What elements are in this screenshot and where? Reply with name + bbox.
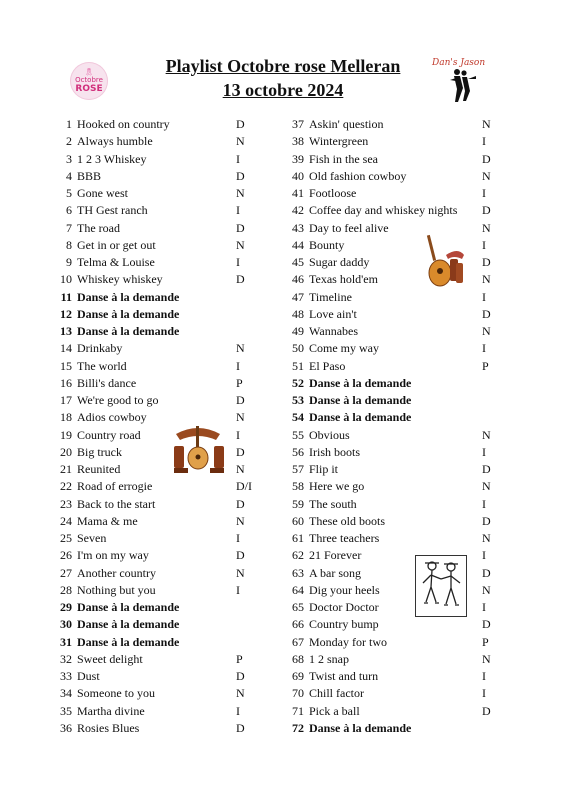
level-code: I	[236, 582, 240, 597]
playlist-row	[288, 461, 498, 478]
track-number: 42	[292, 203, 304, 218]
playlist-row	[56, 634, 261, 651]
track-number: 64	[292, 582, 304, 597]
playlist-row	[56, 513, 261, 530]
playlist-row	[288, 513, 498, 530]
track-name: Danse à la demande	[77, 289, 180, 304]
track-number: 12	[60, 306, 72, 321]
playlist-row	[56, 116, 261, 133]
level-code: I	[236, 151, 240, 166]
track-number: 26	[60, 548, 72, 563]
level-code: I	[482, 444, 486, 459]
playlist-row	[288, 289, 498, 306]
track-name: Someone to you	[77, 686, 155, 701]
track-number: 54	[292, 410, 304, 425]
track-name: Three teachers	[309, 531, 380, 545]
track-number: 52	[292, 375, 304, 390]
track-name: Country bump	[309, 617, 379, 632]
playlist-row	[288, 168, 498, 185]
track-name: Sweet delight	[77, 651, 143, 666]
level-code: D	[482, 462, 491, 476]
playlist-row	[56, 582, 261, 599]
track-name: Twist and turn	[309, 669, 379, 683]
level-code: D	[236, 444, 245, 459]
track-number: 63	[292, 565, 304, 580]
playlist-row	[288, 340, 498, 357]
level-code: I	[236, 427, 240, 442]
track-name: Danse à la demande	[77, 324, 180, 338]
playlist-row	[288, 496, 498, 513]
playlist-row	[56, 685, 261, 702]
track-number: 58	[292, 479, 304, 494]
level-code: P	[482, 634, 489, 649]
playlist-row	[56, 237, 261, 254]
level-code: I	[482, 548, 486, 563]
track-name: Askin' question	[309, 117, 384, 131]
track-number: 28	[60, 582, 72, 597]
playlist-row	[56, 703, 261, 720]
playlist-row	[56, 461, 261, 478]
track-number: 49	[292, 324, 304, 338]
level-code: I	[236, 531, 240, 545]
playlist-row	[288, 254, 498, 271]
playlist-row	[56, 547, 261, 564]
level-code: D	[236, 669, 245, 683]
level-code: I	[236, 203, 240, 218]
track-name: Danse à la demande	[309, 393, 412, 407]
track-name: Here we go	[309, 479, 365, 494]
level-code: I	[482, 237, 486, 252]
track-name: Road of errogie	[77, 479, 153, 494]
track-number: 37	[292, 117, 304, 131]
playlist-row	[288, 202, 498, 219]
playlist-row	[288, 392, 498, 409]
track-number: 13	[60, 324, 72, 338]
track-number: 6	[66, 203, 72, 218]
track-number: 66	[292, 617, 304, 632]
track-name: Reunited	[77, 462, 121, 476]
track-number: 33	[60, 669, 72, 683]
track-name: Flip it	[309, 462, 339, 476]
level-code: N	[482, 582, 491, 597]
track-name: Seven	[77, 531, 107, 545]
playlist-row	[288, 358, 498, 375]
track-name: Another country	[77, 565, 156, 580]
level-code: I	[482, 186, 486, 200]
track-number: 8	[66, 237, 72, 252]
track-number: 45	[292, 255, 304, 269]
track-name: Danse à la demande	[309, 720, 412, 735]
track-name: Rosies Blues	[77, 720, 140, 735]
playlist-row	[56, 323, 261, 340]
track-name: Wintergreen	[309, 134, 369, 149]
playlist-row	[56, 151, 261, 168]
track-number: 1	[66, 117, 72, 131]
line-dancers-drawing	[415, 555, 467, 617]
level-code: D/I	[236, 479, 252, 494]
playlist-row	[56, 530, 261, 547]
level-code: D	[236, 168, 245, 183]
track-number: 9	[66, 255, 72, 269]
playlist-row	[56, 375, 261, 392]
level-code: N	[236, 341, 245, 356]
track-name: We're good to go	[77, 393, 159, 407]
playlist-row	[56, 599, 261, 616]
playlist-column-right	[288, 116, 498, 737]
track-name: Day to feel alive	[309, 220, 389, 235]
playlist-row	[56, 668, 261, 685]
page-title: Playlist Octobre rose Melleran	[165, 56, 401, 76]
dance-club-logo-text: Dan's Jason	[432, 58, 486, 68]
track-number: 11	[60, 289, 72, 304]
track-number: 10	[60, 272, 72, 287]
track-number: 70	[292, 686, 304, 701]
track-number: 19	[60, 427, 72, 442]
track-number: 53	[292, 393, 304, 407]
track-name: These old boots	[309, 513, 385, 528]
track-name: Fish in the sea	[309, 151, 378, 166]
track-number: 68	[292, 651, 304, 666]
playlist-row	[288, 409, 498, 426]
track-name: Danse à la demande	[77, 617, 180, 632]
level-code: I	[236, 358, 240, 373]
level-code: N	[236, 513, 245, 528]
track-number: 36	[60, 720, 72, 735]
playlist-row	[56, 185, 261, 202]
track-name: Doctor Doctor	[309, 600, 379, 614]
track-number: 47	[292, 289, 304, 304]
track-number: 56	[292, 444, 304, 459]
playlist-row	[56, 271, 261, 288]
playlist-row	[288, 478, 498, 495]
track-number: 46	[292, 272, 304, 287]
track-name: TH Gest ranch	[77, 203, 148, 218]
playlist-row	[288, 151, 498, 168]
level-code: D	[236, 220, 245, 235]
track-name: Hooked on country	[77, 117, 170, 131]
track-name: Texas hold'em	[309, 272, 378, 287]
track-number: 24	[60, 513, 72, 528]
playlist-row	[56, 358, 261, 375]
track-name: Danse à la demande	[309, 375, 412, 390]
octobre-rose-logo	[70, 62, 108, 100]
playlist-row	[288, 185, 498, 202]
track-name: Telma & Louise	[77, 255, 155, 269]
track-number: 20	[60, 444, 72, 459]
level-code: D	[236, 548, 245, 563]
level-code: D	[482, 306, 491, 321]
track-name: Obvious	[309, 427, 350, 442]
track-name: Danse à la demande	[77, 600, 180, 614]
track-name: Danse à la demande	[77, 306, 180, 321]
level-code: N	[236, 462, 245, 476]
playlist-row	[288, 116, 498, 133]
level-code: I	[482, 496, 486, 511]
track-number: 69	[292, 669, 304, 683]
track-name: Pick a ball	[309, 703, 360, 718]
playlist-row	[288, 703, 498, 720]
level-code: D	[482, 703, 491, 718]
track-name: Love ain't	[309, 306, 357, 321]
track-number: 57	[292, 462, 304, 476]
track-name: Timeline	[309, 289, 352, 304]
playlist-row	[56, 478, 261, 495]
playlist-column-left	[56, 116, 261, 737]
track-number: 21	[60, 462, 72, 476]
level-code: N	[482, 479, 491, 494]
track-name: 21 Forever	[309, 548, 362, 563]
track-name: Dig your heels	[309, 582, 380, 597]
playlist-row	[288, 306, 498, 323]
track-number: 17	[60, 393, 72, 407]
playlist-row	[56, 444, 261, 461]
track-number: 29	[60, 600, 72, 614]
level-code: I	[236, 703, 240, 718]
playlist-row	[56, 409, 261, 426]
track-number: 22	[60, 479, 72, 494]
level-code: D	[482, 565, 491, 580]
track-number: 43	[292, 220, 304, 235]
track-number: 2	[66, 134, 72, 149]
track-number: 72	[292, 720, 304, 735]
track-number: 23	[60, 496, 72, 511]
guitar-hat-illustration	[420, 233, 466, 291]
level-code: D	[236, 496, 245, 511]
level-code: D	[236, 393, 245, 407]
track-name: Martha divine	[77, 703, 145, 718]
track-name: The road	[77, 220, 120, 235]
track-number: 50	[292, 341, 304, 356]
level-code: N	[236, 134, 245, 149]
level-code: N	[482, 220, 491, 235]
playlist-row	[56, 202, 261, 219]
playlist-row	[56, 651, 261, 668]
playlist-row	[288, 237, 498, 254]
level-code: N	[482, 427, 491, 442]
track-name: 1 2 3 Whiskey	[77, 151, 147, 166]
track-number: 61	[292, 531, 304, 545]
track-number: 60	[292, 513, 304, 528]
playlist-row	[288, 685, 498, 702]
pink-ribbon-icon: 🎗	[84, 67, 94, 76]
track-name: The south	[309, 496, 357, 511]
track-name: Wannabes	[309, 324, 359, 338]
logo-text-line1: Octobre	[75, 75, 103, 84]
playlist-row	[56, 427, 261, 444]
level-code: N	[482, 531, 491, 545]
level-code: D	[482, 203, 491, 218]
track-name: Big truck	[77, 444, 122, 459]
level-code: I	[482, 289, 486, 304]
track-number: 25	[60, 531, 72, 545]
playlist-row	[56, 720, 261, 737]
level-code: I	[236, 255, 240, 269]
track-number: 16	[60, 375, 72, 390]
track-name: Irish boots	[309, 444, 360, 459]
track-number: 15	[60, 358, 72, 373]
track-number: 32	[60, 651, 72, 666]
track-number: 71	[292, 703, 304, 718]
playlist-row	[288, 444, 498, 461]
track-name: Coffee day and whiskey nights	[309, 203, 458, 218]
playlist-row	[56, 565, 261, 582]
playlist-row	[56, 168, 261, 185]
track-number: 4	[66, 168, 72, 183]
track-name: I'm on my way	[77, 548, 149, 563]
track-number: 39	[292, 151, 304, 166]
track-name: Country road	[77, 427, 141, 442]
playlist-row	[56, 289, 261, 306]
playlist-row	[288, 668, 498, 685]
track-name: El Paso	[309, 358, 346, 373]
track-name: BBB	[77, 168, 102, 183]
playlist-row	[56, 496, 261, 513]
track-name: Monday for two	[309, 634, 387, 649]
playlist-row	[288, 271, 498, 288]
level-code: N	[236, 565, 245, 580]
level-code: N	[236, 186, 245, 200]
level-code: D	[236, 720, 245, 735]
level-code: N	[482, 272, 491, 287]
level-code: I	[482, 669, 486, 683]
track-number: 55	[292, 427, 304, 442]
track-name: 1 2 snap	[309, 651, 349, 666]
track-number: 34	[60, 686, 72, 701]
playlist-row	[288, 616, 498, 633]
track-number: 51	[292, 358, 304, 373]
level-code: N	[236, 686, 245, 701]
boots-guitar-illustration	[170, 420, 228, 475]
track-name: Adios cowboy	[77, 410, 147, 425]
level-code: D	[482, 255, 491, 269]
playlist-row	[288, 220, 498, 237]
playlist-row	[56, 616, 261, 633]
track-name: Always humble	[77, 134, 153, 149]
level-code: D	[236, 117, 245, 131]
track-number: 35	[60, 703, 72, 718]
track-name: Danse à la demande	[77, 634, 180, 649]
track-number: 62	[292, 548, 304, 563]
track-number: 38	[292, 134, 304, 149]
playlist-row	[288, 323, 498, 340]
track-name: Back to the start	[77, 496, 156, 511]
track-number: 7	[66, 220, 72, 235]
track-name: Come my way	[309, 341, 379, 356]
playlist-row	[56, 340, 261, 357]
track-name: Billi's dance	[77, 375, 137, 390]
track-number: 41	[292, 186, 304, 200]
track-number: 40	[292, 168, 304, 183]
track-number: 65	[292, 600, 304, 614]
track-number: 31	[60, 634, 72, 649]
track-name: Mama & me	[77, 513, 138, 528]
level-code: N	[236, 237, 245, 252]
track-number: 59	[292, 496, 304, 511]
playlist-row	[288, 133, 498, 150]
level-code: N	[482, 324, 491, 338]
track-number: 5	[66, 186, 72, 200]
page-date: 13 octobre 2024	[222, 80, 344, 100]
dance-club-logo	[430, 58, 490, 106]
playlist-row	[56, 133, 261, 150]
track-number: 3	[66, 151, 72, 166]
playlist-row	[56, 220, 261, 237]
track-number: 27	[60, 565, 72, 580]
track-number: 44	[292, 237, 304, 252]
track-name: Nothing but you	[77, 582, 156, 597]
track-name: Chill factor	[309, 686, 364, 701]
playlist-row	[288, 427, 498, 444]
track-name: Old fashion cowboy	[309, 168, 407, 183]
track-number: 48	[292, 306, 304, 321]
level-code: N	[482, 651, 491, 666]
level-code: I	[482, 341, 486, 356]
track-name: Bounty	[309, 237, 345, 252]
playlist-row	[288, 530, 498, 547]
level-code: N	[236, 410, 245, 425]
track-name: Footloose	[309, 186, 357, 200]
level-code: P	[236, 375, 243, 390]
playlist-row	[288, 720, 498, 737]
track-name: A bar song	[309, 565, 361, 580]
level-code: D	[482, 617, 491, 632]
track-number: 14	[60, 341, 72, 356]
level-code: D	[236, 272, 245, 287]
track-number: 67	[292, 634, 304, 649]
track-name: Gone west	[77, 186, 128, 200]
playlist-row	[288, 375, 498, 392]
track-name: Danse à la demande	[309, 410, 412, 425]
level-code: N	[482, 117, 491, 131]
level-code: I	[482, 686, 486, 701]
track-name: The world	[77, 358, 127, 373]
track-name: Whiskey whiskey	[77, 272, 163, 287]
playlist-row	[56, 392, 261, 409]
playlist-row	[56, 306, 261, 323]
playlist-row	[288, 634, 498, 651]
track-name: Drinkaby	[77, 341, 123, 356]
level-code: I	[482, 134, 486, 149]
logo-text-line2: ROSE	[75, 83, 103, 94]
track-name: Sugar daddy	[309, 255, 370, 269]
track-number: 30	[60, 617, 72, 632]
level-code: D	[482, 513, 491, 528]
level-code: P	[482, 358, 489, 373]
level-code: I	[482, 600, 486, 614]
playlist-row	[56, 254, 261, 271]
track-name: Get in or get out	[77, 237, 156, 252]
playlist-row	[288, 651, 498, 668]
level-code: P	[236, 651, 243, 666]
track-number: 18	[60, 410, 72, 425]
level-code: D	[482, 151, 491, 166]
level-code: N	[482, 168, 491, 183]
track-name: Dust	[77, 669, 100, 683]
